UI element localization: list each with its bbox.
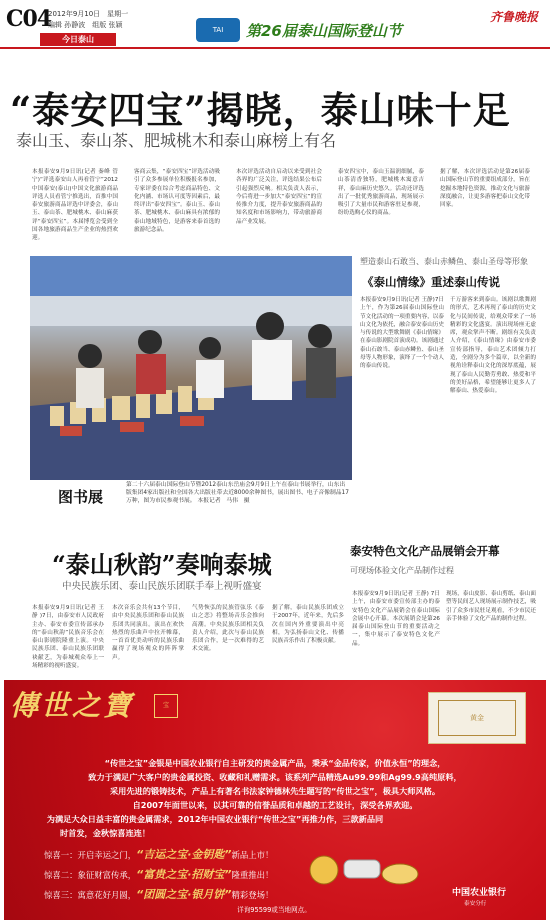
ad-copy-line: 为满足大众日益丰富的贵金属需求，2012年中国农业银行“传世之宝”再推力作，三款新品同	[46, 814, 384, 824]
offer-product: “团圆之宝·银月饼”	[136, 888, 232, 901]
article-column: 泰安四宝中，泰山玉温润细腻，泰山茶清香独特，肥城桃木寓意吉祥，泰山麻历史悠久。活动还评选出了一批优秀旅游商品，现场展示吸引了大量市民和游客驻足参观，纷纷选购心仪的商品。	[338, 169, 424, 217]
offer-product: “吉运之宝·金钥匙”	[136, 848, 232, 861]
book-fair-photo	[30, 256, 352, 480]
bank-name: 中国农业银行	[452, 888, 507, 898]
bank-advertisement[interactable]	[4, 680, 546, 920]
festival-banner: 第26届泰山国际登山节	[246, 22, 402, 40]
header-rule	[0, 47, 550, 49]
article-column: 本次评选活动自启动以来受到社会各界的广泛关注，评选结果公布后引起强烈反响。相关负责人表示，今后将进一步加大“泰安四宝”的宣传推介力度，提升泰安旅游商品的知名度和市场影响力，带动旅游商品产业发展。	[236, 169, 322, 225]
article-column: 本报泰安9月9日讯(记者 秦峰 管宁)“评选泰安山人再看管宁”2012中国泰安(泰山)中国文化旅游商品评选人员看管宁推选出，首推中国泰安旅游商品评选中评委会，泰山玉、泰山茶、肥城桃木、泰山麻获评“泰安四宝”。本届博览会受到全国各地旅游商品生产企业的热烈欢迎。	[32, 169, 118, 242]
photo-tag: 图书展	[58, 488, 104, 506]
main-headline[interactable]: “泰安四宝”揭晓，泰山味十足	[10, 88, 511, 132]
ad-brand-logo: 傳世之寶	[10, 689, 135, 722]
offer-prefix: 惊喜二：象征财富传承，	[44, 870, 137, 880]
culture-headline[interactable]: “泰山秋韵”奏响泰城	[52, 550, 272, 579]
expo-headline[interactable]: 泰安特色文化产品展销会开幕	[350, 544, 500, 558]
photo-caption	[126, 482, 350, 505]
article-column: 据了解，泰山民族乐团成立于2007年，近年来，先后多次在国内外重要演出中亮相，为弘扬泰山文化、传播民族音乐作出了积极贡献。	[272, 605, 344, 645]
article-column: 千万游客来到泰山。该剧以歌舞剧的形式，艺术再现了泰山的历史文化与民间传说，给观众带来了一场精彩的文化盛宴。演出现场座无虚席，观众掌声不断。剧组有关负责人介绍，《泰山情缘》由泰安市委宣传部指导，泰山艺术团倾力打造，全剧分为多个篇章，以全新的视角诠释泰山文化的深厚底蕴，展现了泰山人民勤劳勇敢、热爱和平的美好品格，希望能够让更多人了解泰山、热爱泰山。	[450, 297, 536, 395]
article-column: 本报泰安9月9日讯(记者 王静)7日上午，作为第26届泰山国际登山节文化活动的一项重要内容，以泰山文化为依托，融合泰安泰山历史与传说的大型歌舞剧《泰山情缘》在泰山影剧院首演成功。该剧通过泰山石敢当、泰山赤鳞鱼、泰山圣母等人物形象，演绎了一个个动人的泰山传说。	[360, 297, 444, 370]
festival-logo: TAI	[196, 18, 240, 42]
ad-copy-line: “传世之宝”金银是中国农业银行自主研发的贵金属产品，秉承“金品传家，价值永恒”的理念，	[104, 758, 446, 768]
article-column: 气势恢弘的民族管弦乐《泰山之恋》将整场音乐会推向高潮。中央民族乐团相关负责人介绍，此次与泰山民族乐团合作，是一次难得的艺术交流。	[192, 605, 264, 653]
ad-offer-2[interactable]	[44, 866, 273, 882]
article-column: 本报泰安9月9日讯(记者 王静 )7日，由泰安市人民政府主办、泰安市委宣传部承办的“泰山秋韵”民族音乐会在泰山影剧院隆重上演。中央民族乐团、泰山民族乐团联袂献艺，为泰城观众奉上一场精彩的视听盛宴。	[32, 605, 104, 670]
page-code: C04	[6, 6, 52, 32]
culture-subhead: 中央民族乐团、泰山民族乐团联手奉上视听盛宴	[62, 581, 262, 592]
offer-prefix: 惊喜一：开启幸运之门，	[44, 850, 137, 860]
article-column: 本报泰安9月9日讯(记者 王静) 7日上午，由泰安市委宣传部主办的泰安特色文化产品展销会在泰山国际会展中心开幕。本次展销会是第26届泰山国际登山节的重要活动之一，集中展示了泰安特色文化产品。	[352, 591, 440, 647]
main-subhead: 泰山玉、泰山茶、肥城桃木和泰山麻榜上有名	[16, 131, 337, 150]
article-column: 据了解，本次评选活动是第26届泰山国际登山节的重要组成部分，旨在挖掘本地特色资源，推动文化与旅游深度融合，让更多游客把泰山文化带回家。	[440, 169, 530, 209]
issue-date: 2012年9月10日 星期一	[48, 10, 129, 18]
caption-text: 第二十六届泰山国际登山节暨2012泰山东岳庙会9月9日上午在泰山书展举行，山东出版集团4家出版社和全国各大出版社带去近8000余种图书，展出图书、电子音像制品17万种，图为市民参观书展。	[126, 482, 349, 504]
bank-branch: 泰安分行	[464, 901, 487, 907]
article-column: 客商云集，“泰安四宝”评选活动吸引了众多参展单位积极报名参加，专家评委在综合考虑商品特色、文化内涵、市场认可度等因素后，最终评出“泰安四宝”。泰山玉、泰山茶、肥城桃木、泰山麻具有浓郁的泰山地域特色，是游客来泰首选的旅游纪念品。	[134, 169, 220, 234]
photo-credit: 本报记者 马伟 摄	[197, 497, 250, 504]
ad-contact[interactable]: 详询95599或当地网点。	[237, 906, 311, 914]
ad-offer-1[interactable]	[44, 846, 273, 862]
legend-kicker: 塑造泰山石敢当、泰山赤鳞鱼、泰山圣母等形象	[360, 257, 528, 266]
ad-copy-line: 自2007年面世以来，以其可靠的信誉品质和卓越的工艺设计，深受各界欢迎。	[132, 800, 418, 810]
ad-seal: 宝	[154, 694, 178, 718]
article-column: 本次音乐会共有13个节目，由中央民族乐团和泰山民族乐团共同演出。演出在欢快热烈的乐曲声中拉开帷幕，一首首优美动听的民族乐曲赢得了现场观众的阵阵掌声。	[112, 605, 184, 661]
gold-products-icon	[304, 840, 424, 900]
expo-subhead: 可现场体验文化产品制作过程	[350, 566, 454, 575]
article-column: 现场，泰山皮影、泰山剪纸、泰山面塑等民间艺人现场展示制作技艺，吸引了众多市民驻足观看，不少市民还亲手体验了文化产品的制作过程。	[446, 591, 536, 622]
ad-copy-line: 采用先进的锻铸技术，产品上有著名书法家钟德林先生题写的“传世之宝”，极具大师风格。	[109, 786, 441, 796]
gold-bar-image: 黄金	[438, 700, 516, 736]
staff-credits: 编辑 孙静波 组版 张颖	[48, 21, 123, 29]
offer-suffix: 新品上市！	[231, 850, 274, 860]
ad-copy-line: 致力于满足广大客户的贵金属投资、收藏和礼赠需求。该系列产品精选Au99.99和Ag99.9高纯原料，	[88, 772, 462, 782]
ad-offer-3[interactable]	[44, 886, 273, 902]
offer-suffix: 精彩登场！	[231, 890, 274, 900]
offer-product: “富贵之宝·招财宝”	[136, 868, 232, 881]
newspaper-name: 齐鲁晚报	[490, 10, 539, 24]
ad-copy-line: 时首发，金秋惊喜连连！	[59, 828, 151, 838]
section-tab[interactable]: 今日泰山	[40, 33, 116, 46]
legend-headline[interactable]: 《泰山情缘》重述泰山传说	[362, 275, 500, 289]
offer-prefix: 惊喜三：寓意花好月圆，	[44, 890, 137, 900]
offer-suffix: 隆重推出！	[231, 870, 274, 880]
